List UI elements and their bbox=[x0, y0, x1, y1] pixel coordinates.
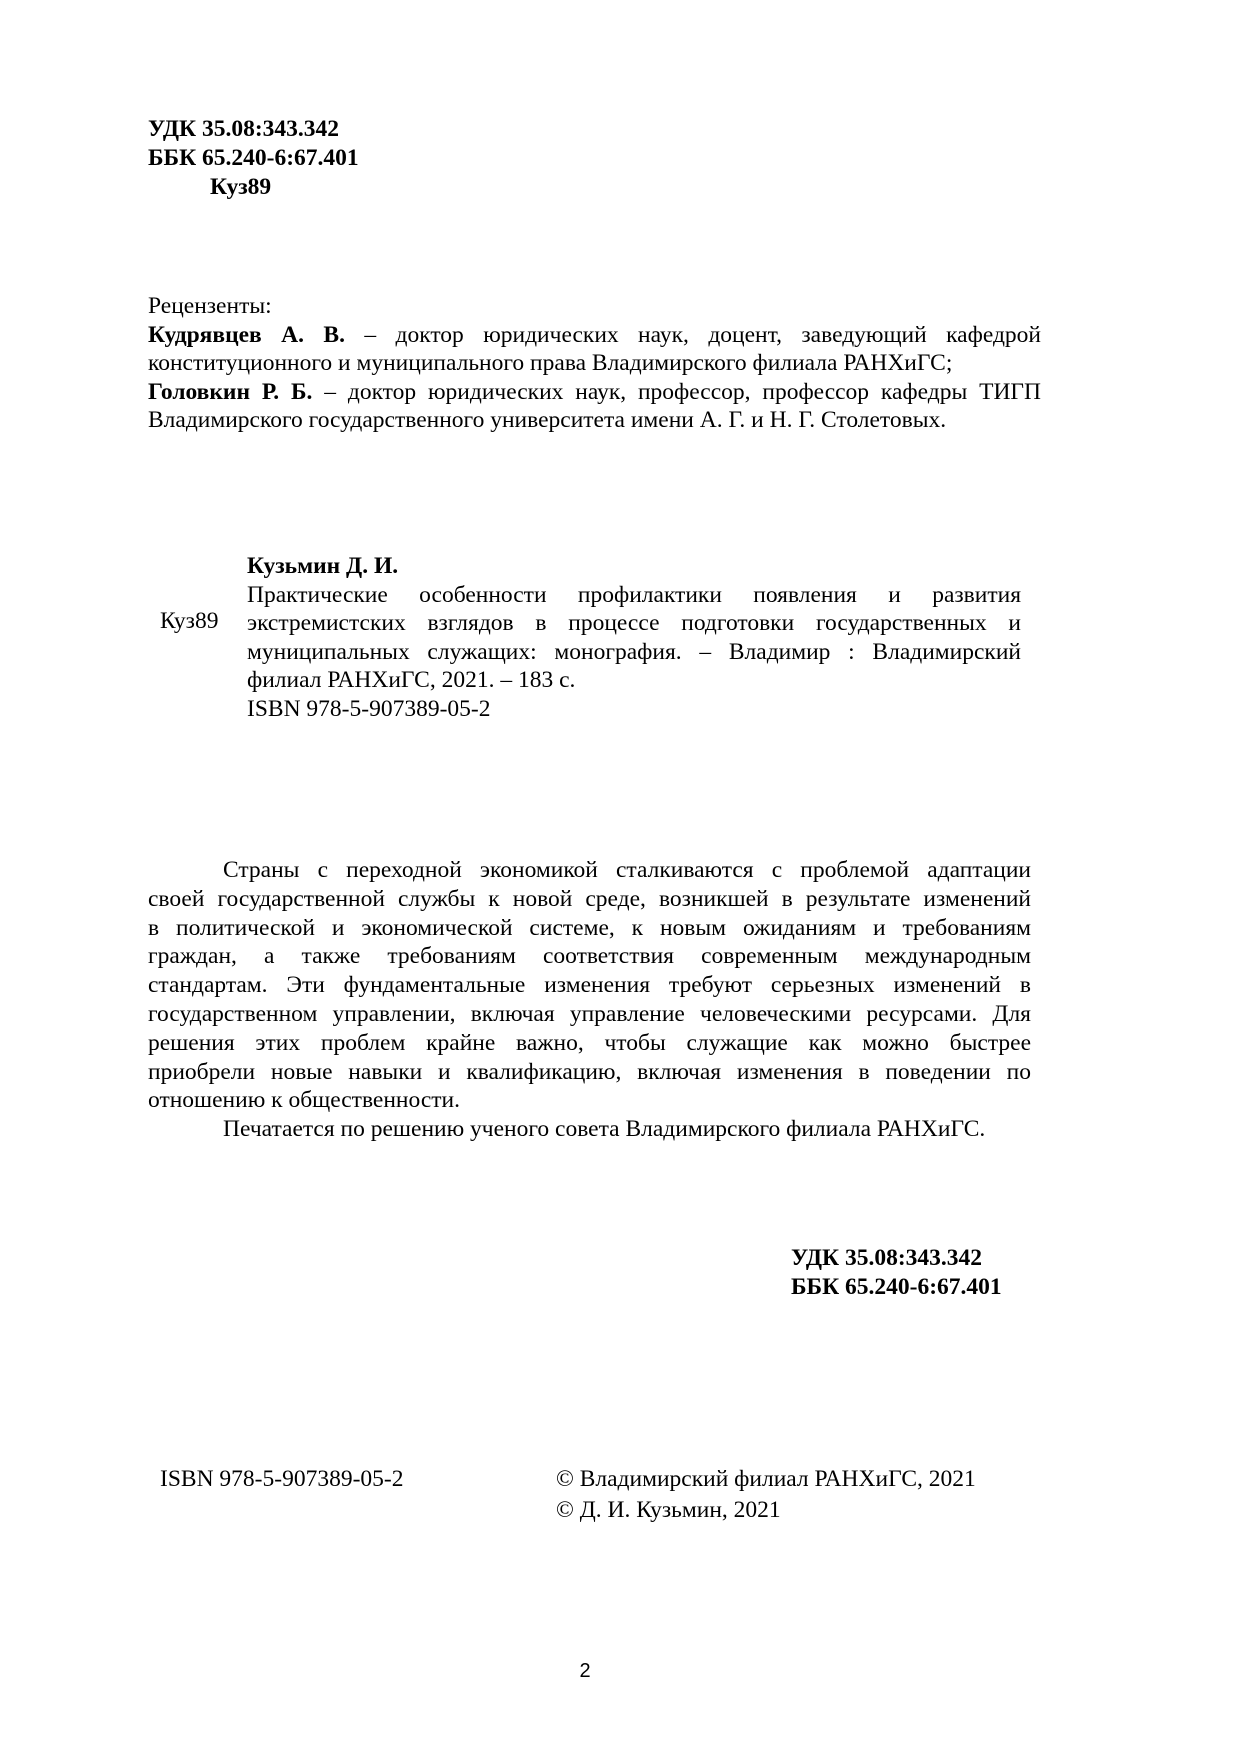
bottom-bbk-code: ББК 65.240-6:67.401 bbox=[791, 1274, 1002, 1300]
card-line-2: экстремистских взглядов в процессе подготовки государственных и bbox=[247, 610, 1021, 636]
annotation-line-8: приобрели новые навыки и квалификацию, включая изменения в поведении по bbox=[148, 1058, 1031, 1085]
reviewer-2-title: – доктор юридических наук, профессор, профессор кафедры ТИГП bbox=[312, 378, 1041, 405]
reviewer-1-title: – доктор юридических наук, доцент, заведующий кафедрой bbox=[344, 321, 1041, 348]
copyright-block bbox=[556, 1464, 976, 1526]
bottom-classification-codes bbox=[791, 1244, 1002, 1302]
annotation-line-1: Страны с переходной экономикой сталкиваются с проблемой адаптации bbox=[223, 857, 1031, 883]
annotation-line-6: государственном управлении, включая управление человеческими ресурсами. Для bbox=[148, 1000, 1031, 1027]
annotation-line-5: стандартам. Эти фундаментальные изменения требуют серьезных изменений в bbox=[148, 972, 1031, 999]
bottom-isbn: ISBN 978-5-907389-05-2 bbox=[160, 1466, 404, 1492]
annotation-line-4: граждан, а также требованиям соответствия современным международным bbox=[148, 943, 1031, 970]
reviewers-heading: Рецензенты: bbox=[148, 293, 272, 319]
card-line-3: муниципальных служащих: монография. – Владимир : Владимирский bbox=[247, 638, 1021, 665]
reviewer-2-line-2: Владимирского государственного университета имени А. Г. и Н. Г. Столетовых. bbox=[148, 407, 947, 433]
annotation-line-3: в политической и экономической системе, к новым ожиданиям и требованиям bbox=[148, 914, 1031, 941]
card-line-1: Практические особенности профилактики появления и развития bbox=[247, 581, 1021, 608]
reviewers-block bbox=[148, 292, 1041, 435]
copyright-publisher: © Владимирский филиал РАНХиГС, 2021 bbox=[556, 1466, 976, 1492]
card-isbn: ISBN 978-5-907389-05-2 bbox=[247, 695, 491, 722]
reviewer-2-line-1 bbox=[148, 378, 1041, 407]
top-classification-codes bbox=[148, 115, 359, 202]
card-line-4: филиал РАНХиГС, 2021. – 183 с. bbox=[247, 667, 576, 693]
bottom-udk-code: УДК 35.08:343.342 bbox=[791, 1245, 983, 1271]
annotation bbox=[148, 856, 1031, 1144]
reviewer-1-line-2: конституционного и муниципального права Владимирского филиала РАНХиГС; bbox=[148, 350, 953, 376]
card-author: Кузьмин Д. И. bbox=[247, 553, 399, 579]
catalog-card bbox=[247, 552, 1021, 723]
print-note: Печатается по решению ученого совета Владимирского филиала РАНХиГС. bbox=[223, 1116, 986, 1143]
top-udk-code: УДК 35.08:343.342 bbox=[148, 116, 340, 142]
annotation-line-9: отношению к общественности. bbox=[148, 1087, 460, 1114]
reviewer-2-name: Головкин Р. Б. bbox=[148, 378, 313, 405]
reviewer-1-line-1 bbox=[148, 321, 1041, 350]
top-bbk-code: ББК 65.240-6:67.401 bbox=[148, 145, 359, 171]
reviewer-1-name: Кудрявцев А. В. bbox=[148, 321, 345, 348]
card-author-mark: Куз89 bbox=[160, 608, 219, 634]
annotation-line-7: решения этих проблем крайне важно, чтобы служащие как можно быстрее bbox=[148, 1029, 1031, 1056]
top-author-mark: Куз89 bbox=[210, 174, 272, 200]
copyright-author: © Д. И. Кузьмин, 2021 bbox=[556, 1497, 781, 1523]
annotation-line-2: своей государственной службы к новой среде, возникшей в результате изменений bbox=[148, 885, 1031, 912]
page-number: 2 bbox=[579, 1660, 591, 1682]
